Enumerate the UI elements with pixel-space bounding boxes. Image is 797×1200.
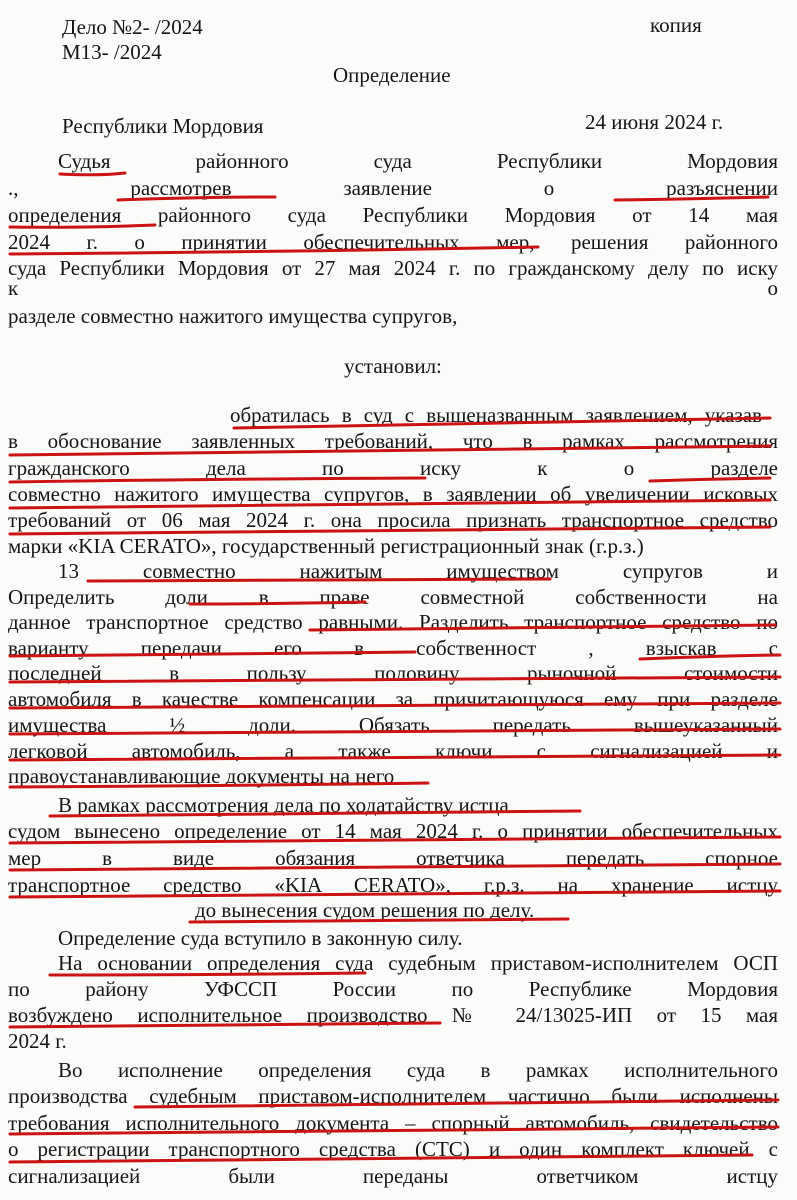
text-line: до вынесения судом решения по делу. <box>195 898 535 922</box>
text-line: суда Республики Мордовия от 27 мая 2024 г. по гражданскому делу по иску <box>8 256 778 280</box>
section-heading: установил: <box>344 354 442 378</box>
m-number: М13- /2024 <box>62 40 162 64</box>
text-line: возбуждено исполнительное производство № 24/13025-ИП от 15 мая <box>8 1003 778 1027</box>
document-title: Определение <box>333 63 451 87</box>
text-line: мер в виде обязания ответчика передать спорное <box>8 846 778 870</box>
text-line: В рамках рассмотрения дела по ходатайству истца <box>58 793 509 817</box>
document-date: 24 июня 2024 г. <box>585 110 724 134</box>
text-line: гражданского дела по иску к о разделе <box>8 456 778 480</box>
text-line: по району УФССП России по Республике Мордовия <box>8 977 778 1001</box>
text-line: данное транспортное средство равными. Разделить транспортное средство по <box>8 610 778 634</box>
copy-mark: копия <box>650 13 702 37</box>
text-line: требования исполнительного документа – спорный автомобиль, свидетельство <box>8 1111 778 1135</box>
text-line: транспортное средство «KIA CERATO», г.р.з. на хранение истцу <box>8 873 778 897</box>
text-line: ., рассмотрев заявление о разъяснении <box>8 176 778 200</box>
text-line: в обоснование заявленных требований, что в рамках рассмотрения <box>8 429 778 453</box>
text-line: Во исполнение определения суда в рамках исполнительного <box>58 1058 778 1082</box>
court-region: Республики Мордовия <box>62 114 264 138</box>
text-line: 2024 г. о принятии обеспечительных мер, решения районного <box>8 230 778 254</box>
text-line: 13 совместно нажитым имуществом супругов и <box>58 559 778 583</box>
text-line: варианту передачи его в собственност , взыскав с <box>8 636 778 660</box>
text-line: Судья районного суда Республики Мордовия <box>58 149 778 173</box>
text-line: судом вынесено определение от 14 мая 2024 г. о принятии обеспечительных <box>8 819 778 843</box>
text-line: сигнализацией были переданы ответчиком истцу <box>8 1164 778 1188</box>
text-line: совместно нажитого имущества супругов, в заявлении об увеличении исковых <box>8 482 778 506</box>
text-line: требований от 06 мая 2024 г. она просила признать транспортное средство <box>8 508 778 532</box>
text-line: определения районного суда Республики Мордовия от 14 мая <box>8 203 778 227</box>
text-line: производства судебным приставом-исполнителем частично были исполнены <box>8 1084 778 1108</box>
text-line: 2024 г. <box>8 1029 67 1053</box>
text-line: последней в пользу половину рыночной стоимости <box>8 661 778 685</box>
text-line: правоустанавливающие документы на него <box>8 764 395 788</box>
text-line: обратилась в суд с вышеназванным заявлением, указав <box>230 403 762 427</box>
text-line: разделе совместно нажитого имущества супругов, <box>8 304 458 328</box>
text-line: Определение суда вступило в законную силу. <box>58 926 463 950</box>
text-line: имущества ½ доли. Обязать передать вышеуказанный <box>8 713 778 737</box>
text-line: о регистрации транспортного средства (СТС) и один комплект ключей с <box>8 1137 778 1161</box>
text-line: к о <box>8 276 778 300</box>
case-number: Дело №2- /2024 <box>62 15 203 39</box>
text-line: легковой автомобиль, а также ключи с сигнализацией и <box>8 739 778 763</box>
text-line: автомобиля в качестве компенсации за причитающуюся ему при разделе <box>8 687 778 711</box>
text-line: Определить доли в праве совместной собственности на <box>8 585 778 609</box>
text-line: На основании определения суда судебным приставом-исполнителем ОСП <box>58 951 778 975</box>
text-line: марки «KIA CERATO», государственный регистрационный знак (г.р.з.) <box>8 534 644 558</box>
